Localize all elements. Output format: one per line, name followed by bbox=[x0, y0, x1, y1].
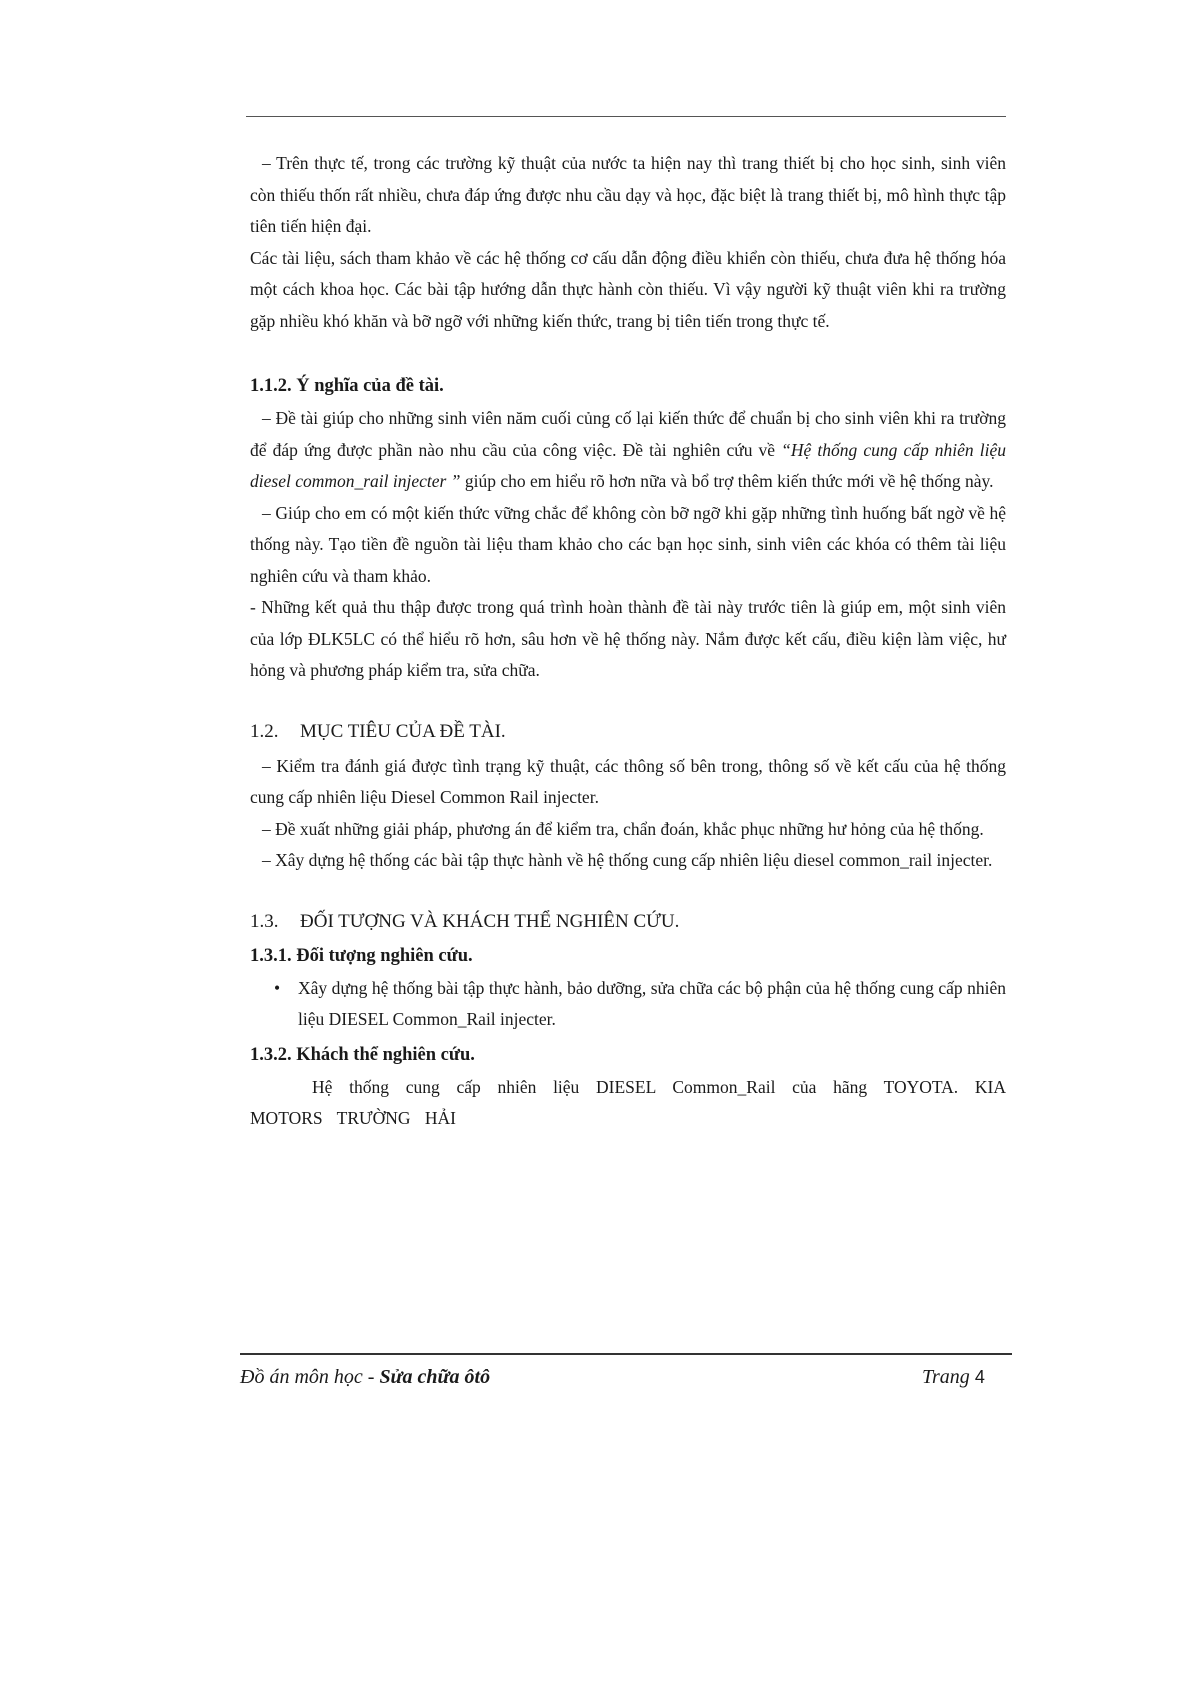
section-1-2-paragraph-2: – Đề xuất những giải pháp, phương án để kiểm tra, chẩn đoán, khắc phục những hư hỏng của hệ thống. bbox=[262, 818, 984, 839]
footer-page-label: Trang bbox=[922, 1366, 975, 1388]
research-object-list bbox=[250, 973, 1006, 1036]
intro-paragraph-1: – Trên thực tế, trong các trường kỹ thuật của nước ta hiện nay thì trang thiết bị cho học sinh, sinh viên còn thiếu thốn rất nhiều, chưa đáp ứng được nhu cầu dạy và học, đặc biệt là trang thiết bị, mô hình thực tập tiên tiến hiện đại. bbox=[250, 153, 1006, 236]
footer-rule bbox=[240, 1353, 1012, 1355]
footer-page-number: 4 bbox=[974, 1367, 985, 1387]
section-1-3-number: 1.3. bbox=[250, 910, 279, 932]
para1-text-before: – Đề tài giúp cho những sinh viên năm cuối củng cố lại kiến thức để chuẩn bị cho sinh viên khi ra trường để đáp ứng được phần nào nhu cầu của công việc. Đề tài nghiên cứu về bbox=[250, 408, 1006, 460]
footer-course-title bbox=[240, 1366, 490, 1389]
section-1-3-2-text: Hệ thống cung cấp nhiên liệu DIESEL Common_Rail của hãng TOYOTA. KIA MOTORS TRƯỜNG HẢI bbox=[250, 1076, 1006, 1128]
intro-paragraph-2: Các tài liệu, sách tham khảo về các hệ thống cơ cấu dẫn động điều khiển còn thiếu, chưa đưa hệ thống hóa một cách khoa học. Các bài tập hướng dẫn thực hành còn thiếu. Vì vậy người kỹ thuật viên khi ra trường gặp nhiều khó khăn và bỡ ngỡ với những kiến thức, trang bị tiên tiến trong thực tế. bbox=[250, 247, 1006, 331]
footer-course-label: Đồ án môn học - bbox=[240, 1366, 380, 1388]
section-1-3-title: ĐỐI TƯỢNG VÀ KHÁCH THỂ NGHIÊN CỨU. bbox=[300, 910, 680, 932]
header-rule bbox=[246, 116, 1006, 117]
para1-quoted-title: “Hệ thống cung cấp nhiên liệu diesel common_rail injecter ” bbox=[250, 439, 1007, 491]
section-1-1-2-paragraph-3: - Những kết quả thu thập được trong quá trình hoàn thành đề tài này trước tiên là giúp em, một sinh viên của lớp ĐLK5LC có thể hiểu rõ hơn, sâu hơn về hệ thống này. Nắm được kết cấu, điều kiện làm việc, hư hỏng và phương pháp kiểm tra, sửa chữa. bbox=[250, 597, 1006, 680]
section-1-1-2-heading: 1.1.2. Ý nghĩa của đề tài. bbox=[250, 376, 444, 396]
footer-course-name: Sửa chữa ôtô bbox=[379, 1366, 491, 1388]
section-1-1-2-paragraph-2: – Giúp cho em có một kiến thức vững chắc để không còn bỡ ngỡ khi gặp những tình huống bất ngờ về hệ thống này. Tạo tiền đề nguồn tài liệu tham khảo cho các bạn học sinh, sinh viên các khóa có thêm tài liệu nghiên cứu và tham khảo. bbox=[250, 502, 1006, 586]
section-1-3-2-heading: 1.3.2. Khách thể nghiên cứu. bbox=[250, 1044, 475, 1065]
footer-page bbox=[922, 1366, 985, 1389]
list-item: • Xây dựng hệ thống bài tập thực hành, bảo dưỡng, sửa chữa các bộ phận của hệ thống cung cấp nhiên liệu DIESEL Common_Rail injecter. bbox=[298, 973, 1006, 1036]
section-1-1-2-paragraph-1 bbox=[250, 403, 1006, 498]
section-1-2-heading bbox=[250, 717, 1006, 747]
page-body bbox=[250, 148, 1006, 1135]
section-1-2-paragraph-3: – Xây dựng hệ thống các bài tập thực hành về hệ thống cung cấp nhiên liệu diesel common_rail injecter. bbox=[262, 850, 993, 870]
section-1-2-number: 1.2. bbox=[250, 720, 279, 742]
section-1-2-title: MỤC TIÊU CỦA ĐỀ TÀI. bbox=[300, 720, 506, 742]
section-1-2-paragraph-1: – Kiểm tra đánh giá được tình trạng kỹ thuật, các thông số bên trong, thông số về kết cấu của hệ thống cung cấp nhiên liệu Diesel Common Rail injecter. bbox=[250, 755, 1006, 807]
section-1-3-1-heading: 1.3.1. Đối tượng nghiên cứu. bbox=[250, 945, 473, 966]
para1-text-after: giúp cho em hiểu rõ hơn nữa và bổ trợ thêm kiến thức mới về hệ thống này. bbox=[460, 471, 994, 491]
section-1-3-heading bbox=[250, 907, 1006, 937]
